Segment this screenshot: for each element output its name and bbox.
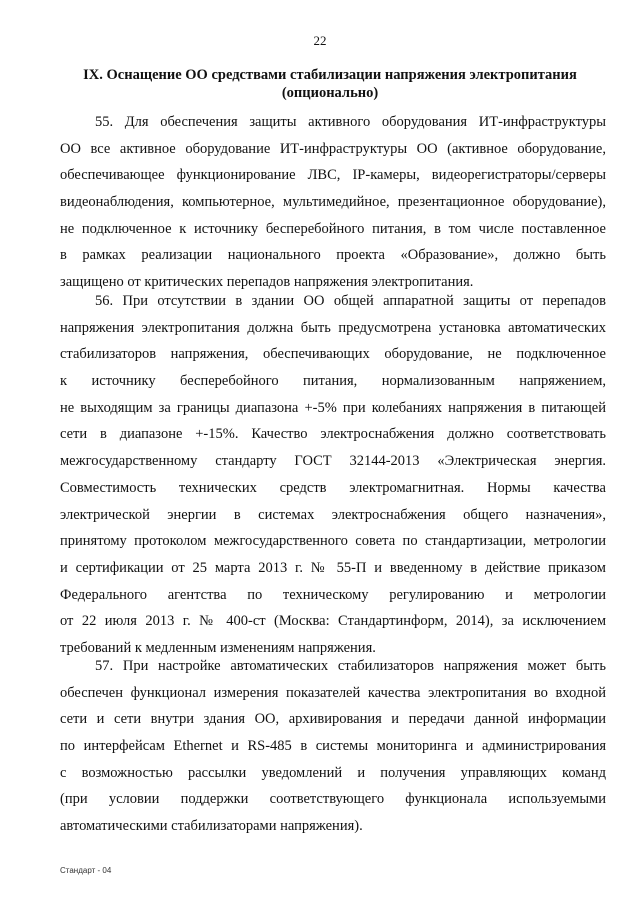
paragraph-line: видеонаблюдения, компьютерное, мультимедийное, презентационное оборудование), [60,194,606,211]
paragraph-57 [60,653,606,840]
paragraph-line: межгосударственному стандарту ГОСТ 32144-2013 «Электрическая энергия. [60,453,606,470]
section-heading-line-2: (опционально) [281,85,379,101]
paragraph-line: не выходящим за границы диапазона +-5% при колебаниях напряжения в питающей [60,399,606,416]
paragraph-line: 56. При отсутствии в здании ОО общей аппаратной защиты от перепадов [95,293,606,309]
paragraph-55 [60,109,606,296]
paragraph-line: и сертификации от 25 марта 2013 г. № 55-П и введенному в действие приказом [60,559,606,576]
paragraph-line: напряжения электропитания должна быть предусмотрена установка автоматических [60,319,606,336]
paragraph-line: требований к медленным изменениям напряжения. [60,639,376,656]
paragraph-line: 57. При настройке автоматических стабилизаторов напряжения может быть [95,658,606,674]
section-heading [60,66,600,102]
paragraph-line: не подключенное к источнику бесперебойного питания, в том числе поставленное [60,220,606,237]
paragraph-line: с возможностью рассылки уведомлений и получения управляющих команд [60,764,606,781]
paragraph-line: Совместимость технических средств электромагнитная. Нормы качества [60,479,606,496]
paragraph-line: в рамках реализации национального проекта «Образование», должно быть [60,247,606,264]
paragraph-line: ОО все активное оборудование ИТ-инфраструктуры ОО (активное оборудование, [60,140,606,157]
paragraph-line: электрической энергии в системах электроснабжения общего назначения», [60,506,606,523]
paragraph-line: сети в диапазоне +-15%. Качество электроснабжения должно соответствовать [60,426,606,443]
page-number: 22 [313,33,327,48]
section-heading-line-1: IX. Оснащение ОО средствами стабилизации напряжения электропитания [83,67,577,83]
paragraph-line: обеспечивающее функционирование ЛВС, IP-камеры, видеорегистраторы/серверы [60,167,606,184]
paragraph-line: Федерального агентства по техническому регулированию и метрологии [60,586,606,603]
paragraph-line: обеспечен функционал измерения показателей качества электропитания во входной [60,684,606,701]
paragraph-line: защищено от критических перепадов напряжения электропитания. [60,274,474,291]
paragraph-line: от 22 июля 2013 г. № 400-ст (Москва: Стандартинформ, 2014), за исключением [60,613,606,630]
paragraph-line: принятому протоколом межгосударственного совета по стандартизации, метрологии [60,533,606,550]
paragraph-line: 55. Для обеспечения защиты активного оборудования ИТ-инфраструктуры [95,114,606,130]
paragraph-line: автоматическими стабилизаторами напряжения). [60,818,363,835]
paragraph-line: сети и сети внутри здания ОО, архивирования и передачи данной информации [60,711,606,728]
paragraph-line: (при условии поддержки соответствующего функционала используемыми [60,791,606,808]
paragraph-line: стабилизаторов напряжения, обеспечивающих оборудование, не подключенное [60,346,606,363]
paragraph-line: к источнику бесперебойного питания, нормализованным напряжением, [60,373,606,390]
footer-label: Стандарт - 04 [60,866,112,875]
paragraph-56 [60,288,606,662]
paragraph-line: по интерфейсам Ethernet и RS-485 в системы мониторинга и администрирования [60,738,606,755]
